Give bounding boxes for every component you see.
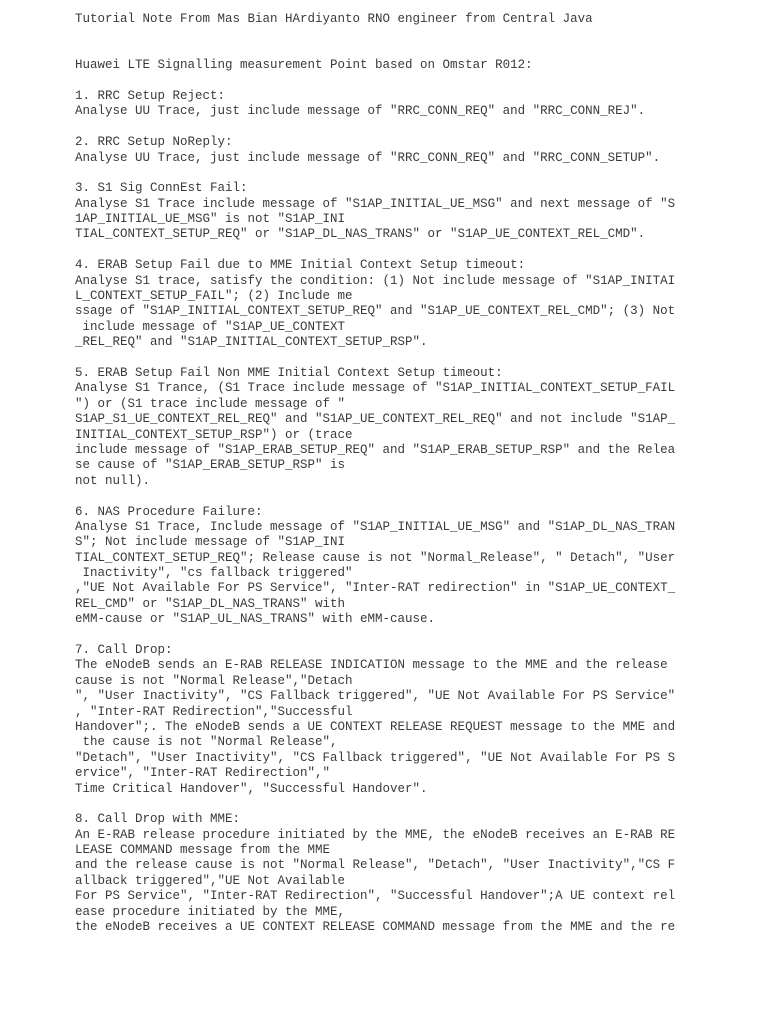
document-line: S"; Not include message of "S1AP_INI [75,535,346,550]
document-line: ease procedure initiated by the MME, [75,904,346,919]
document-line: Huawei LTE Signalling measurement Point based on Omstar R012: [75,58,533,73]
document-line: L_CONTEXT_SETUP_FAIL"; (2) Include me [75,289,353,304]
document-line [75,166,755,181]
document-line: For PS Service", "Inter-RAT Redirection", "Successful Handover";A UE context rel [75,889,676,904]
document-line: LEASE COMMAND message from the MME [75,843,331,858]
document-line: ,"UE Not Available For PS Service", "Inter-RAT redirection" in "S1AP_UE_CONTEXT_ [75,581,676,596]
document-line: Handover";. The eNodeB sends a UE CONTEXT RELEASE REQUEST message to the MME and [75,719,676,734]
document-line: se cause of "S1AP_ERAB_SETUP_RSP" is [75,458,346,473]
document-line: Analyse S1 Trace, Include message of "S1AP_INITIAL_UE_MSG" and "S1AP_DL_NAS_TRAN [75,519,676,534]
document-line: the eNodeB receives a UE CONTEXT RELEASE COMMAND message from the MME and the re [75,920,676,935]
document-line: cause is not "Normal Release","Detach [75,673,353,688]
document-line: "Detach", "User Inactivity", "CS Fallback triggered", "UE Not Available For PS S [75,750,676,765]
document-line: the cause is not "Normal Release", [75,735,338,750]
document-line: 3. S1 Sig ConnEst Fail: [75,181,248,196]
document-line: The eNodeB sends an E-RAB RELEASE INDICATION message to the MME and the release [75,658,668,673]
document-line: 4. ERAB Setup Fail due to MME Initial Context Setup timeout: [75,258,526,273]
document-line: 6. NAS Procedure Failure: [75,504,263,519]
document-line: Inactivity", "cs fallback triggered" [75,566,353,581]
document-line: , "Inter-RAT Redirection","Successful [75,704,353,719]
document-line: Analyse UU Trace, just include message of "RRC_CONN_REQ" and "RRC_CONN_REJ". [75,104,646,119]
document-line: ", "User Inactivity", "CS Fallback triggered", "UE Not Available For PS Service" [75,689,676,704]
document-line: include message of "S1AP_UE_CONTEXT [75,319,346,334]
document-line: TIAL_CONTEXT_SETUP_REQ"; Release cause is not "Normal_Release", " Detach", "User [75,550,676,565]
document-line: ssage of "S1AP_INITIAL_CONTEXT_SETUP_REQ" and "S1AP_UE_CONTEXT_REL_CMD"; (3) Not [75,304,676,319]
document-line [75,120,755,135]
document-line: 1. RRC Setup Reject: [75,88,226,103]
document-line [75,43,755,58]
document-line: An E-RAB release procedure initiated by the MME, the eNodeB receives an E-RAB RE [75,827,676,842]
document-line [75,74,755,89]
document-line: include message of "S1AP_ERAB_SETUP_REQ" and "S1AP_ERAB_SETUP_RSP" and the Relea [75,442,676,457]
document-line: INITIAL_CONTEXT_SETUP_RSP") or (trace [75,427,353,442]
document-line [75,351,755,366]
document-line [75,243,755,258]
document-line: allback triggered","UE Not Available [75,873,346,888]
document-line: 2. RRC Setup NoReply: [75,135,233,150]
document-line: 8. Call Drop with MME: [75,812,241,827]
document-line: 7. Call Drop: [75,643,173,658]
document-line [75,27,755,42]
document-line: ervice", "Inter-RAT Redirection"," [75,766,331,781]
document-line: Analyse S1 Trance, (S1 Trace include message of "S1AP_INITIAL_CONTEXT_SETUP_FAIL [75,381,676,396]
document-line: 1AP_INITIAL_UE_MSG" is not "S1AP_INI [75,212,346,227]
document-line: and the release cause is not "Normal Release", "Detach", "User Inactivity","CS F [75,858,676,873]
document-line: TIAL_CONTEXT_SETUP_REQ" or "S1AP_DL_NAS_TRANS" or "S1AP_UE_CONTEXT_REL_CMD". [75,227,646,242]
document-line: ") or (S1 trace include message of " [75,396,346,411]
document-line: Tutorial Note From Mas Bian HArdiyanto RNO engineer from Central Java [75,12,593,26]
document-page [75,12,755,935]
document-line: S1AP_S1_UE_CONTEXT_REL_REQ" and "S1AP_UE_CONTEXT_REL_REQ" and not include "S1AP_ [75,412,676,427]
document-line: 5. ERAB Setup Fail Non MME Initial Context Setup timeout: [75,365,503,380]
document-line: Analyse UU Trace, just include message of "RRC_CONN_REQ" and "RRC_CONN_SETUP". [75,150,661,165]
document-line: Analyse S1 Trace include message of "S1AP_INITIAL_UE_MSG" and next message of "S [75,196,676,211]
document-line: REL_CMD" or "S1AP_DL_NAS_TRANS" with [75,596,346,611]
document-line [75,489,755,504]
document-line [75,797,755,812]
document-line: Time Critical Handover", "Successful Handover". [75,781,428,796]
document-line: eMM-cause or "S1AP_UL_NAS_TRANS" with eMM-cause. [75,612,436,627]
document-line: not null). [75,473,151,488]
document-line [75,628,755,643]
document-line: Analyse S1 trace, satisfy the condition: (1) Not include message of "S1AP_INITAI [75,273,676,288]
document-line: _REL_REQ" and "S1AP_INITIAL_CONTEXT_SETUP_RSP". [75,335,428,350]
